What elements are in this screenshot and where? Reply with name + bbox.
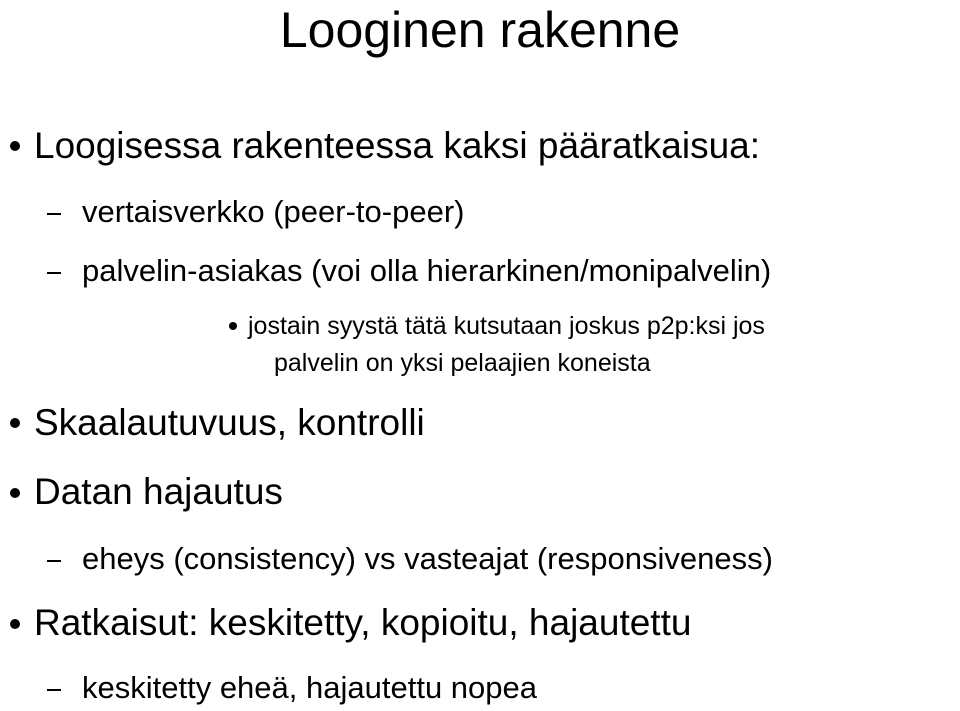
bullet-icon (10, 619, 20, 629)
bullet-text: Ratkaisut: keskitetty, kopioitu, hajautettu (34, 602, 692, 643)
bullet-icon (229, 322, 237, 330)
bullet-text: Skaalautuvuus, kontrolli (34, 402, 425, 443)
dash-icon (47, 213, 61, 215)
dash-icon (47, 560, 61, 562)
sub-sub-bullet-continuation: palvelin on yksi pelaajien koneista (274, 349, 651, 377)
bullet-icon (10, 418, 20, 428)
sub-sub-bullet-text: jostain syystä tätä kutsutaan joskus p2p:ksi jos (248, 312, 765, 340)
slide-title: Looginen rakenne (279, 2, 681, 58)
sub-bullet-text: vertaisverkko (peer-to-peer) (82, 194, 465, 229)
sub-bullet-text: eheys (consistency) vs vasteajat (responsiveness) (82, 541, 773, 576)
dash-icon (47, 272, 61, 274)
dash-icon (47, 689, 61, 691)
bullet-text: Datan hajautus (34, 471, 283, 512)
bullet-icon (10, 488, 20, 498)
bullet-text: Loogisessa rakenteessa kaksi pääratkaisua: (34, 125, 761, 166)
sub-bullet-text: keskitetty eheä, hajautettu nopea (82, 670, 537, 705)
sub-bullet-text: palvelin-asiakas (voi olla hierarkinen/monipalvelin) (82, 253, 772, 288)
bullet-icon (10, 141, 20, 151)
